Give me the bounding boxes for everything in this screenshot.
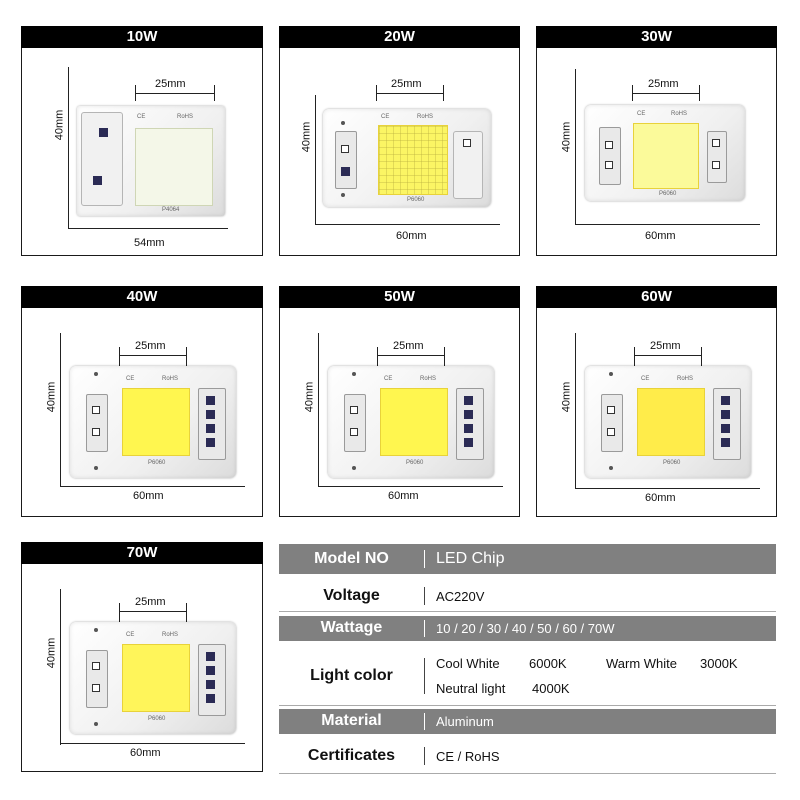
panel-title: 10W bbox=[21, 26, 263, 48]
panel-30w bbox=[536, 26, 777, 256]
pad-icon bbox=[605, 141, 613, 149]
chip-dim-label: 25mm bbox=[135, 340, 166, 352]
chip-dim-tick bbox=[214, 85, 215, 101]
width-label: 60mm bbox=[645, 230, 676, 242]
pad-icon bbox=[93, 176, 102, 185]
chip-dim-label: 25mm bbox=[650, 340, 681, 352]
spec-row-model bbox=[279, 544, 776, 574]
neutral-light-temp: 4000K bbox=[532, 681, 570, 696]
chip-dim-line bbox=[632, 93, 700, 94]
led-chip bbox=[135, 128, 213, 206]
pad-icon bbox=[712, 161, 720, 169]
width-dim-line bbox=[575, 224, 760, 225]
panel-10w bbox=[21, 26, 263, 256]
pad-icon bbox=[464, 424, 473, 433]
height-dim-line bbox=[318, 333, 319, 487]
spec-key: Model NO bbox=[314, 550, 389, 567]
height-label: 40mm bbox=[303, 381, 316, 413]
width-label: 60mm bbox=[396, 230, 427, 242]
panel-20w bbox=[279, 26, 520, 256]
connector-pad bbox=[601, 394, 623, 452]
panel-title: 70W bbox=[21, 542, 263, 564]
led-board bbox=[585, 105, 745, 201]
pad-icon bbox=[350, 428, 358, 436]
panel-title: 50W bbox=[279, 286, 520, 308]
spec-value: AC220V bbox=[436, 589, 485, 604]
connector-pad bbox=[86, 650, 108, 708]
spec-row-light-color bbox=[279, 646, 776, 706]
spec-row-wattage bbox=[279, 616, 776, 641]
chip-dim-line bbox=[377, 355, 445, 356]
ce-mark: CE bbox=[137, 114, 146, 120]
chip-dim-line bbox=[376, 93, 444, 94]
chip-code: P6060 bbox=[148, 460, 166, 466]
pad-icon bbox=[464, 438, 473, 447]
spec-value: LED Chip bbox=[436, 550, 505, 567]
height-label: 40mm bbox=[300, 121, 313, 153]
pad-icon bbox=[605, 161, 613, 169]
spec-row-voltage bbox=[279, 578, 776, 612]
pad-icon bbox=[350, 406, 358, 414]
height-dim-line bbox=[575, 333, 576, 489]
pad-icon bbox=[463, 139, 471, 147]
chip-code: P4064 bbox=[162, 207, 180, 213]
rohs-mark: RoHS bbox=[677, 376, 694, 382]
chip-dim-tick bbox=[135, 85, 136, 101]
pad-icon bbox=[92, 684, 100, 692]
screw-hole bbox=[94, 722, 98, 726]
rohs-mark: RoHS bbox=[671, 111, 688, 117]
chip-dim-line bbox=[634, 355, 702, 356]
spec-key: Material bbox=[321, 712, 382, 729]
pad-icon bbox=[464, 396, 473, 405]
screw-hole bbox=[609, 466, 613, 470]
pad-icon bbox=[341, 167, 350, 176]
panel-40w bbox=[21, 286, 263, 517]
width-dim-line bbox=[318, 486, 503, 487]
chip-dim-label: 25mm bbox=[391, 78, 422, 90]
pad-icon bbox=[206, 680, 215, 689]
chip-dim-label: 25mm bbox=[155, 78, 186, 90]
pad-icon bbox=[607, 406, 615, 414]
connector-pad bbox=[86, 394, 108, 452]
spec-separator bbox=[424, 550, 425, 568]
ce-mark: CE bbox=[126, 632, 135, 638]
height-dim-line bbox=[68, 67, 69, 229]
height-dim-line bbox=[575, 69, 576, 225]
pad-icon bbox=[99, 128, 108, 137]
panel-title: 20W bbox=[279, 26, 520, 48]
led-board bbox=[77, 106, 225, 216]
chip-code: P6060 bbox=[659, 191, 677, 197]
pad-icon bbox=[92, 406, 100, 414]
led-chip bbox=[122, 388, 190, 456]
panel-title: 30W bbox=[536, 26, 777, 48]
width-label: 60mm bbox=[130, 747, 161, 759]
chip-dim-label: 25mm bbox=[648, 78, 679, 90]
pad-icon bbox=[341, 145, 349, 153]
ce-mark: CE bbox=[384, 376, 393, 382]
height-label: 40mm bbox=[560, 381, 573, 413]
led-chip bbox=[633, 123, 699, 189]
height-label: 40mm bbox=[560, 121, 573, 153]
led-chip bbox=[122, 644, 190, 712]
pad-icon bbox=[206, 410, 215, 419]
panel-title: 40W bbox=[21, 286, 263, 308]
spec-separator bbox=[424, 713, 425, 730]
spec-row-certificates bbox=[279, 738, 776, 774]
cool-white-temp: 6000K bbox=[529, 656, 567, 671]
width-label: 60mm bbox=[645, 492, 676, 504]
height-dim-line bbox=[60, 333, 61, 487]
screw-hole bbox=[341, 193, 345, 197]
ce-mark: CE bbox=[126, 376, 135, 382]
spec-key: Certificates bbox=[307, 747, 396, 764]
ce-mark: CE bbox=[637, 111, 646, 117]
pad-icon bbox=[721, 396, 730, 405]
spec-key: Wattage bbox=[320, 619, 383, 636]
chip-dim-tick bbox=[376, 85, 377, 101]
pad-icon bbox=[721, 410, 730, 419]
chip-dim-tick bbox=[632, 85, 633, 101]
screw-hole bbox=[94, 628, 98, 632]
panel-60w bbox=[536, 286, 777, 517]
screw-hole bbox=[352, 372, 356, 376]
led-chip bbox=[380, 388, 448, 456]
screw-hole bbox=[352, 466, 356, 470]
driver-cover bbox=[81, 112, 123, 206]
chip-dim-line bbox=[135, 93, 215, 94]
pad-icon bbox=[607, 428, 615, 436]
led-board bbox=[70, 622, 236, 734]
rohs-mark: RoHS bbox=[177, 114, 194, 120]
rohs-mark: RoHS bbox=[420, 376, 437, 382]
height-dim-line bbox=[315, 95, 316, 225]
pad-icon bbox=[721, 424, 730, 433]
warm-white-label: Warm White bbox=[606, 656, 678, 671]
rohs-mark: RoHS bbox=[162, 376, 179, 382]
width-dim-line bbox=[575, 488, 760, 489]
width-dim-line bbox=[60, 486, 245, 487]
screw-hole bbox=[94, 372, 98, 376]
connector-pad bbox=[344, 394, 366, 452]
pad-icon bbox=[464, 410, 473, 419]
spec-value: Aluminum bbox=[436, 714, 494, 729]
led-board bbox=[70, 366, 236, 478]
led-chip bbox=[637, 388, 705, 456]
height-label: 40mm bbox=[53, 109, 66, 141]
connector-pad bbox=[599, 127, 621, 185]
spec-row-material bbox=[279, 709, 776, 734]
height-dim-line bbox=[60, 589, 61, 745]
pad-icon bbox=[206, 666, 215, 675]
pad-icon bbox=[206, 694, 215, 703]
height-label: 40mm bbox=[45, 381, 58, 413]
chip-dim-tick bbox=[699, 85, 700, 101]
led-board bbox=[328, 366, 494, 478]
chip-code: P6060 bbox=[406, 460, 424, 466]
spec-separator bbox=[424, 658, 425, 694]
rohs-mark: RoHS bbox=[417, 114, 434, 120]
ce-mark: CE bbox=[641, 376, 650, 382]
pad-icon bbox=[206, 652, 215, 661]
chip-code: P6060 bbox=[663, 460, 681, 466]
chip-dim-tick bbox=[443, 85, 444, 101]
spec-separator bbox=[424, 747, 425, 765]
spec-key: Light color bbox=[310, 667, 393, 684]
spec-separator bbox=[424, 620, 425, 637]
led-board bbox=[585, 366, 751, 478]
width-dim-line bbox=[60, 743, 245, 744]
neutral-light-label: Neutral light bbox=[436, 681, 506, 696]
led-board bbox=[323, 109, 491, 207]
width-label: 60mm bbox=[388, 490, 419, 502]
chip-code: P6060 bbox=[407, 197, 425, 203]
pad-icon bbox=[92, 662, 100, 670]
chip-dim-line bbox=[119, 355, 187, 356]
width-dim-line bbox=[315, 224, 500, 225]
pad-icon bbox=[206, 438, 215, 447]
spec-value: CE / RoHS bbox=[436, 749, 500, 764]
pad-icon bbox=[712, 139, 720, 147]
ce-mark: CE bbox=[381, 114, 390, 120]
height-label: 40mm bbox=[45, 637, 58, 669]
chip-code: P6060 bbox=[148, 716, 166, 722]
chip-dim-line bbox=[119, 611, 187, 612]
width-label: 54mm bbox=[134, 237, 165, 249]
screw-hole bbox=[341, 121, 345, 125]
connector-pad bbox=[335, 131, 357, 189]
panel-title: 60W bbox=[536, 286, 777, 308]
panel-50w bbox=[279, 286, 520, 517]
pad-icon bbox=[206, 424, 215, 433]
warm-white-temp: 3000K bbox=[700, 656, 738, 671]
width-label: 60mm bbox=[133, 490, 164, 502]
pad-icon bbox=[721, 438, 730, 447]
width-dim-line bbox=[68, 228, 228, 229]
screw-hole bbox=[94, 466, 98, 470]
pad-icon bbox=[206, 396, 215, 405]
spec-separator bbox=[424, 587, 425, 605]
led-chip bbox=[378, 125, 448, 195]
pad-icon bbox=[92, 428, 100, 436]
chip-dim-label: 25mm bbox=[393, 340, 424, 352]
rohs-mark: RoHS bbox=[162, 632, 179, 638]
spec-key: Voltage bbox=[323, 587, 380, 604]
chip-dim-label: 25mm bbox=[135, 596, 166, 608]
screw-hole bbox=[609, 372, 613, 376]
panel-70w bbox=[21, 542, 263, 772]
cool-white-label: Cool White bbox=[436, 656, 500, 671]
spec-value: 10 / 20 / 30 / 40 / 50 / 60 / 70W bbox=[436, 621, 615, 636]
